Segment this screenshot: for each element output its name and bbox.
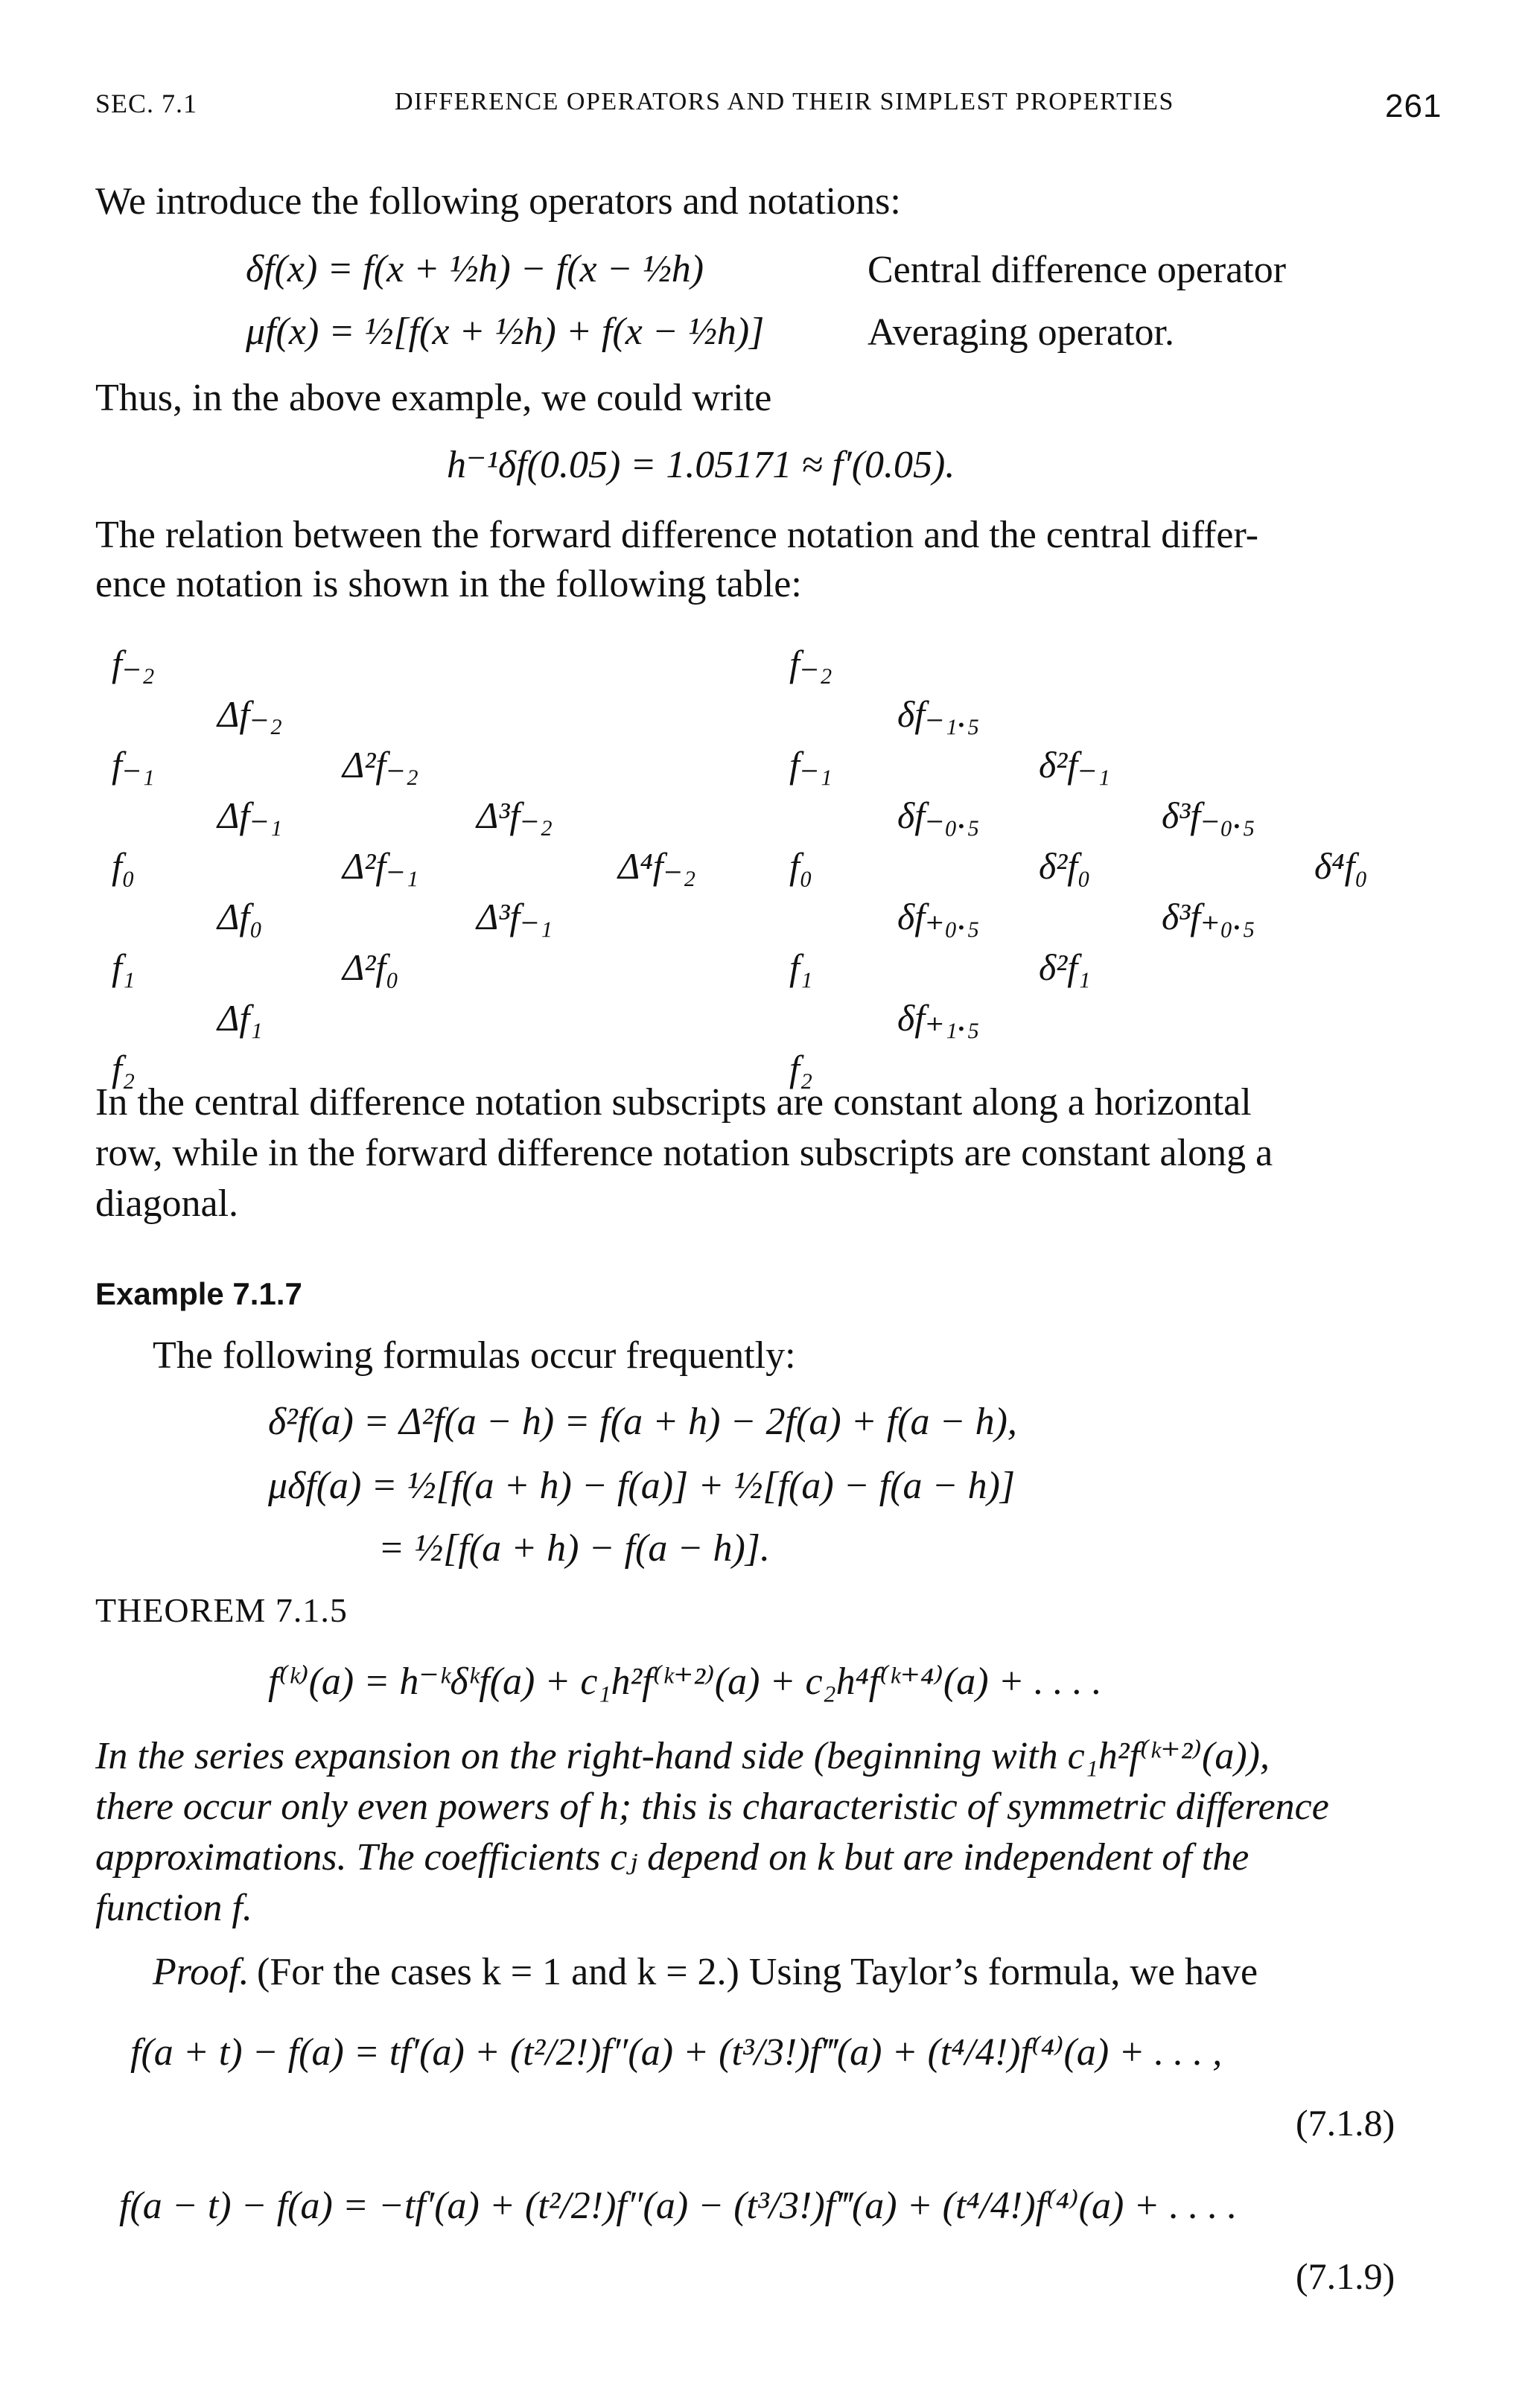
central-para-line-3: diagonal.: [95, 1182, 239, 1225]
forward-table-cell: Δ⁴f₋₂: [618, 845, 696, 887]
equation-number-7-1-9: (7.1.9): [1296, 2255, 1395, 2297]
equation-number-7-1-8: (7.1.8): [1296, 2102, 1395, 2144]
taylor-formula-1: f(a + t) − f(a) = tf′(a) + (t²/2!)f″(a) + (t³/3!)f‴(a) + (t⁴/4!)f⁽⁴⁾(a) + . . . ,: [130, 2031, 1223, 2074]
forward-table-cell: f₀: [112, 845, 136, 887]
central-table-cell: δ²f₀: [1039, 845, 1091, 887]
central-difference-label: Central difference operator: [867, 249, 1287, 291]
forward-table-cell: Δ³f₋₁: [477, 896, 553, 937]
central-table-cell: δ⁴f₀: [1314, 845, 1368, 887]
example-estimate-formula: h⁻¹δf(0.05) = 1.05171 ≈ f′(0.05).: [447, 444, 955, 486]
central-difference-table: [0, 0, 1525, 1087]
proof-text: (For the cases k = 1 and k = 2.) Using Taylor’s formula, we have: [257, 1951, 1258, 1993]
central-table-cell: δ²f₋₁: [1039, 744, 1110, 786]
central-table-cell: f₋₁: [789, 744, 832, 786]
central-table-cell: f₂: [789, 1048, 813, 1089]
relation-text-line-1: The relation between the forward difference notation and the central differ-: [95, 514, 1259, 556]
central-table-cell: δf₋₀.₅: [897, 794, 980, 836]
forward-table-cell: f₋₁: [112, 744, 155, 786]
page-number: 261: [1385, 88, 1442, 124]
proof-label: Proof.: [153, 1951, 249, 1993]
central-table-cell: f₁: [789, 946, 813, 988]
central-table-cell: δ³f₋₀.₅: [1162, 794, 1255, 836]
theorem-text-line-3: approximations. The coefficients cⱼ depend on k but are independent of the: [95, 1836, 1249, 1879]
example-intro: The following formulas occur frequently:: [153, 1334, 796, 1377]
theorem-text-line-4: function f.: [95, 1887, 252, 1929]
example-formula-3: = ½[f(a + h) − f(a − h)].: [378, 1527, 770, 1570]
section-label: SEC. 7.1: [95, 89, 198, 118]
central-para-line-1: In the central difference notation subscripts are constant along a horizontal: [95, 1081, 1252, 1124]
relation-text-line-2: ence notation is shown in the following table:: [95, 563, 802, 605]
forward-table-cell: f₁: [112, 946, 136, 988]
forward-table-cell: f₋₂: [112, 643, 155, 684]
theorem-text-line-1: In the series expansion on the right-hand side (beginning with c₁h²f⁽ᵏ⁺²⁾(a)),: [95, 1735, 1270, 1777]
forward-table-cell: f₂: [112, 1048, 136, 1089]
forward-table-cell: Δf₋₂: [217, 693, 283, 735]
forward-table-cell: Δ²f₋₁: [343, 845, 419, 887]
forward-table-cell: Δ²f₀: [343, 946, 399, 988]
central-table-cell: δf₊₁.₅: [897, 997, 980, 1039]
forward-table-cell: Δ³f₋₂: [477, 794, 553, 836]
central-table-cell: δf₋₁.₅: [897, 693, 980, 735]
theorem-heading: THEOREM 7.1.5: [95, 1591, 348, 1629]
theorem-formula: f⁽ᵏ⁾(a) = h⁻ᵏδᵏf(a) + c₁h²f⁽ᵏ⁺²⁾(a) + c₂h⁴f⁽ᵏ⁺⁴⁾(a) + . . . .: [268, 1660, 1102, 1703]
central-para-line-2: row, while in the forward difference notation subscripts are constant along a: [95, 1132, 1273, 1174]
intro-text: We introduce the following operators and notations:: [95, 180, 901, 223]
example-formula-1: δ²f(a) = Δ²f(a − h) = f(a + h) − 2f(a) + f(a − h),: [268, 1401, 1017, 1443]
forward-table-cell: Δf₀: [217, 896, 263, 937]
central-difference-formula: δf(x) = f(x + ½h) − f(x − ½h): [246, 248, 704, 290]
example-heading: Example 7.1.7: [95, 1276, 302, 1311]
averaging-formula: μf(x) = ½[f(x + ½h) + f(x − ½h)]: [246, 310, 765, 353]
forward-table-cell: Δ²f₋₂: [343, 744, 419, 786]
running-title: DIFFERENCE OPERATORS AND THEIR SIMPLEST PROPERTIES: [395, 88, 1174, 115]
averaging-label: Averaging operator.: [867, 311, 1174, 354]
central-table-cell: δf₊₀.₅: [897, 896, 980, 937]
central-table-cell: f₀: [789, 845, 813, 887]
theorem-text-line-2: there occur only even powers of h; this is characteristic of symmetric difference: [95, 1786, 1329, 1828]
example-formula-2: μδf(a) = ½[f(a + h) − f(a)] + ½[f(a) − f(a − h)]: [268, 1465, 1016, 1507]
taylor-formula-2: f(a − t) − f(a) = −tf′(a) + (t²/2!)f″(a) − (t³/3!)f‴(a) + (t⁴/4!)f⁽⁴⁾(a) + . . . .: [119, 2185, 1238, 2227]
forward-table-cell: Δf₋₁: [217, 794, 283, 836]
central-table-cell: δ³f₊₀.₅: [1162, 896, 1255, 937]
forward-table-cell: Δf₁: [217, 997, 263, 1039]
thus-text: Thus, in the above example, we could write: [95, 377, 772, 419]
central-table-cell: f₋₂: [789, 643, 832, 684]
central-table-cell: δ²f₁: [1039, 946, 1091, 988]
